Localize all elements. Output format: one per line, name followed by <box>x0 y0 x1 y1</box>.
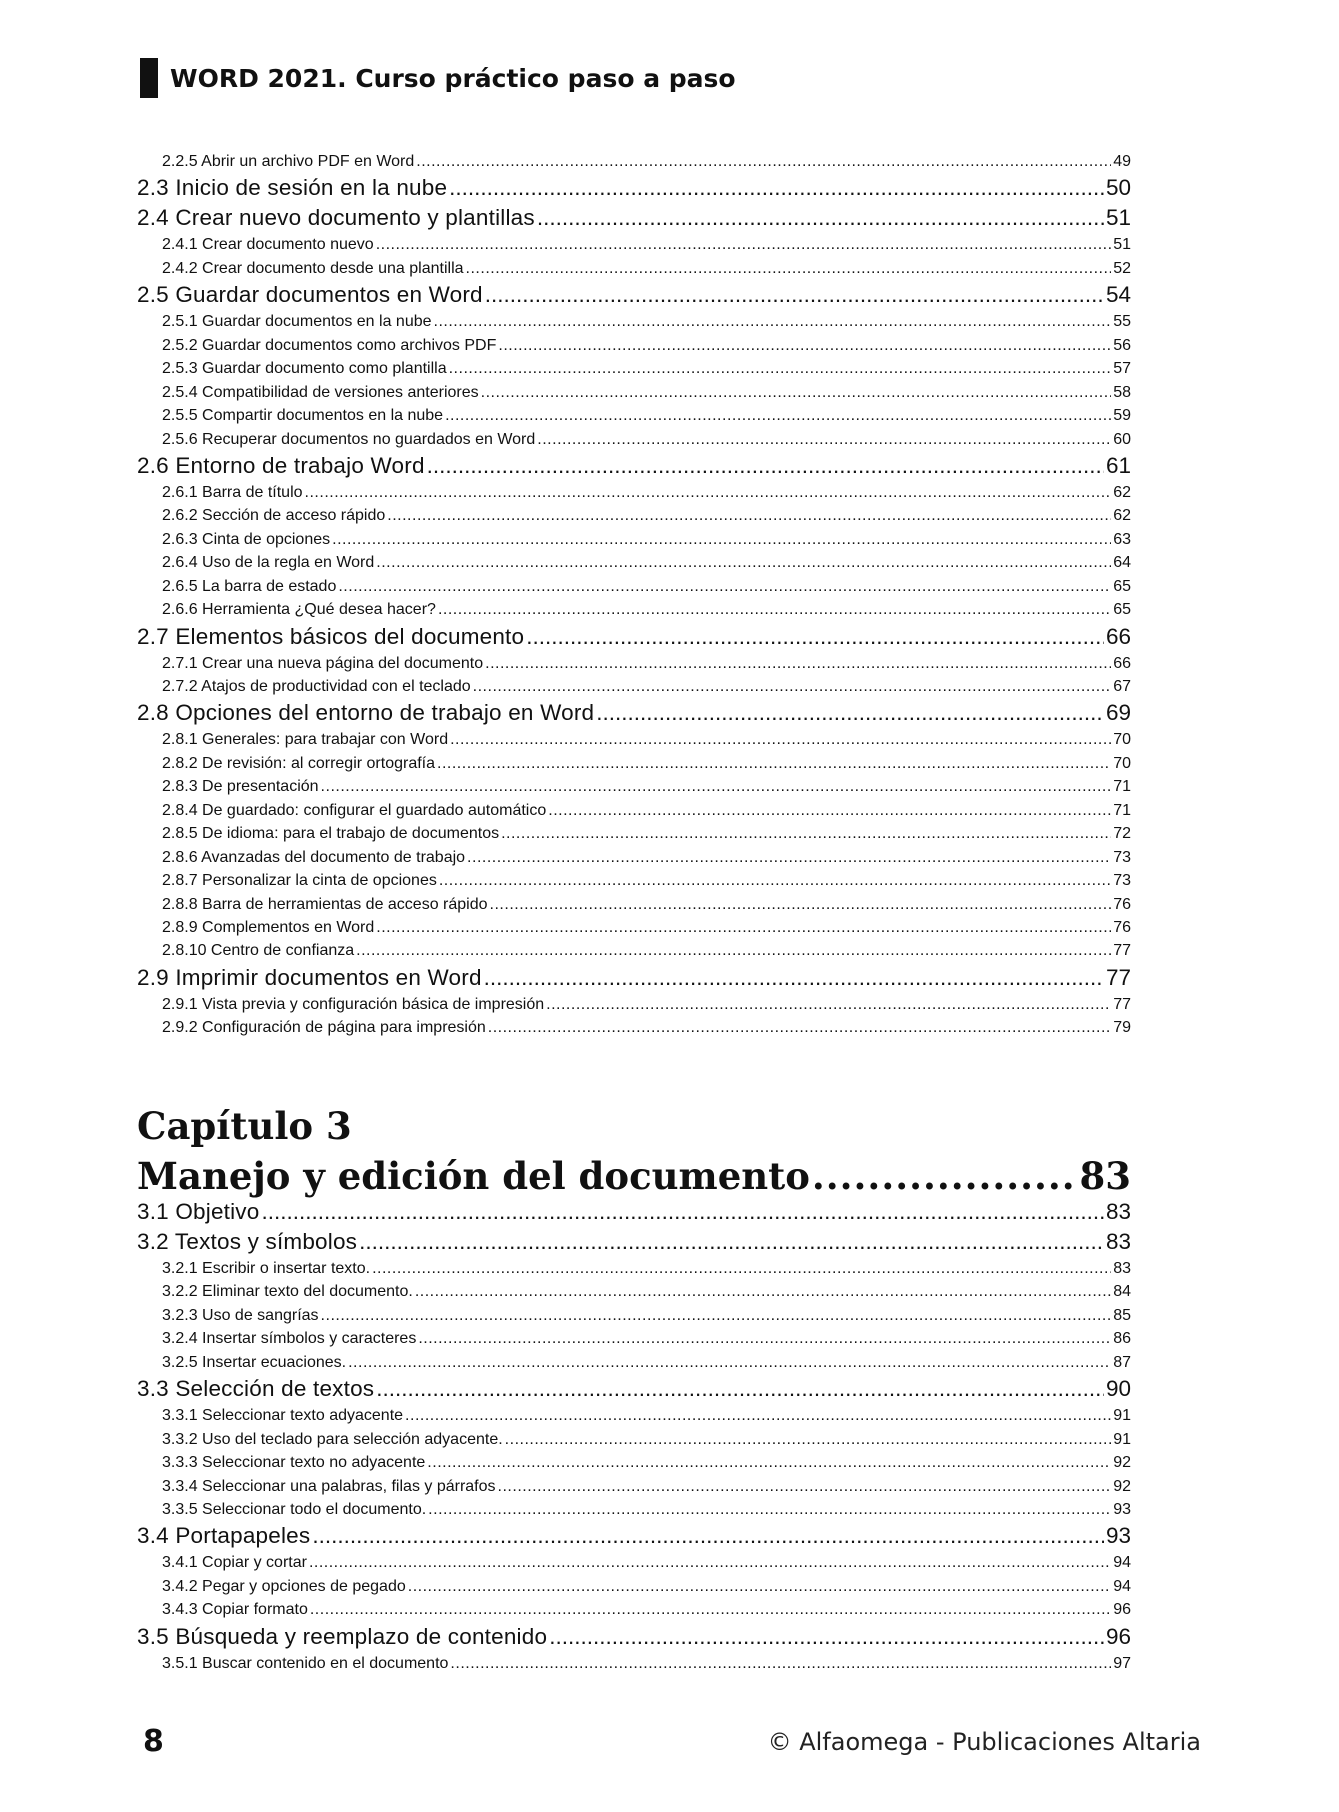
toc-leader-dots <box>332 528 1111 551</box>
toc-leader-dots <box>437 752 1111 775</box>
toc-section-entry[interactable] <box>137 173 1131 203</box>
toc-subsection-entry[interactable] <box>137 939 1131 962</box>
toc-leader-dots <box>427 1451 1111 1474</box>
toc-page-number: 64 <box>1113 554 1131 572</box>
toc-entry-title: 2.6 Entorno de trabajo Word <box>137 452 425 478</box>
toc-page-number: 62 <box>1113 483 1131 501</box>
toc-page-number: 73 <box>1113 848 1131 866</box>
book-title: WORD 2021. Curso práctico paso a paso <box>170 63 736 93</box>
toc-page-number: 76 <box>1113 918 1131 936</box>
toc-subsection-entry[interactable] <box>137 822 1131 845</box>
toc-section-entry[interactable] <box>137 1227 1131 1257</box>
publisher-credit: © Alfaomega - Publicaciones Altaria <box>767 1728 1201 1756</box>
toc-leader-dots <box>356 939 1111 962</box>
toc-entry-title: 3.2 Textos y símbolos <box>137 1229 358 1254</box>
toc-leader-dots <box>321 1304 1112 1327</box>
toc-entry-title: 3.3.2 Uso del teclado para selección adyacente. <box>162 1430 503 1448</box>
toc-entry-title: 2.3 Inicio de sesión en la nube <box>137 175 448 201</box>
toc-leader-dots <box>484 963 1104 993</box>
toc-section-entry[interactable] <box>137 698 1131 728</box>
toc-page-number: 66 <box>1105 623 1131 649</box>
toc-page-number: 92 <box>1113 1477 1131 1495</box>
toc-subsection-entry[interactable] <box>137 504 1131 527</box>
toc-subsection-entry[interactable] <box>137 1016 1131 1039</box>
toc-page-number: 83 <box>1113 1260 1131 1277</box>
toc-page-number: 77 <box>1113 942 1131 960</box>
toc-page-number: 57 <box>1113 360 1131 378</box>
toc-leader-dots <box>467 846 1111 869</box>
toc-page-number: 94 <box>1113 1554 1131 1572</box>
toc-entry-title: 2.6.5 La barra de estado <box>162 577 337 595</box>
toc-section-entry[interactable] <box>137 622 1131 652</box>
toc-page-number: 85 <box>1113 1306 1131 1324</box>
toc-entry-title: 2.5.1 Guardar documentos en la nube <box>162 313 432 331</box>
toc-leader-dots <box>321 775 1112 798</box>
toc-section-entry[interactable] <box>137 1521 1131 1551</box>
toc-subsection-entry[interactable] <box>137 357 1131 380</box>
toc-leader-dots <box>261 1197 1103 1227</box>
toc-page-number: 66 <box>1113 654 1131 672</box>
toc-entry-title: 3.4.3 Copiar formato <box>162 1601 308 1619</box>
toc-page-number: 63 <box>1113 530 1131 548</box>
toc-entry-title: 2.8 Opciones del entorno de trabajo en Word <box>137 700 595 726</box>
toc-page-number: 96 <box>1113 1601 1131 1619</box>
toc-page-number: 65 <box>1113 577 1131 595</box>
toc-page-number: 67 <box>1113 678 1131 695</box>
toc-entry-title: 2.8.6 Avanzadas del documento de trabajo <box>162 848 466 866</box>
toc-page-number: 93 <box>1113 1500 1131 1518</box>
toc-page-number: 70 <box>1113 754 1131 772</box>
toc-subsection-entry[interactable] <box>137 893 1131 916</box>
toc-leader-dots <box>415 1280 1111 1303</box>
toc-page-number: 50 <box>1105 175 1131 201</box>
toc-page-number: 70 <box>1113 731 1131 749</box>
toc-entry-title: 3.3.4 Seleccionar una palabras, filas y párrafos <box>162 1477 496 1495</box>
toc-subsection-entry[interactable] <box>137 1451 1131 1474</box>
toc-leader-dots <box>812 1150 1078 1202</box>
toc-leader-dots <box>376 1374 1104 1404</box>
toc-leader-dots <box>481 381 1112 404</box>
toc-entry-title: 2.7.1 Crear una nueva página del documento <box>162 654 484 672</box>
toc-section-entry[interactable] <box>137 1197 1131 1227</box>
toc-page-number: 87 <box>1113 1353 1131 1371</box>
toc-page-number: 62 <box>1113 507 1131 525</box>
chapter-page-number: 83 <box>1079 1154 1131 1198</box>
toc-entry-title: 2.8.2 De revisión: al corregir ortografía <box>162 754 436 772</box>
toc-entry-title: 3.4.1 Copiar y cortar <box>162 1554 307 1572</box>
toc-page-number: 96 <box>1105 1623 1131 1649</box>
toc-page-number: 59 <box>1113 407 1131 425</box>
toc-subsection-entry[interactable] <box>137 846 1131 869</box>
toc-entry-title: 3.4 Portapapeles <box>137 1523 311 1549</box>
toc-entry-title: 2.5.4 Compatibilidad de versiones anteriores <box>162 383 479 401</box>
toc-page-number: 61 <box>1105 452 1131 478</box>
toc-section-entry[interactable] <box>137 280 1131 310</box>
toc-subsection-entry[interactable] <box>137 233 1131 256</box>
toc-entry-title: 2.9 Imprimir documentos en Word <box>137 964 482 990</box>
toc-subsection-entry[interactable] <box>137 775 1131 798</box>
toc-subsection-entry[interactable] <box>137 728 1131 751</box>
chapter-label: Capítulo 3 <box>137 1104 352 1148</box>
toc-page-number: 58 <box>1113 383 1131 401</box>
toc-subsection-entry[interactable] <box>137 799 1131 822</box>
toc-leader-dots <box>439 869 1111 892</box>
toc-leader-dots <box>427 451 1104 481</box>
toc-page-number: 93 <box>1105 1523 1131 1549</box>
chapter-title: Manejo y edición del documento <box>137 1154 810 1198</box>
toc-entry-title: 3.4.2 Pegar y opciones de pegado <box>162 1577 406 1595</box>
toc-leader-dots <box>338 575 1111 598</box>
toc-page-number: 71 <box>1113 778 1131 796</box>
toc-page-number: 55 <box>1113 313 1131 331</box>
toc-entry-title: 2.5 Guardar documentos en Word <box>137 282 483 308</box>
toc-leader-dots <box>376 551 1111 574</box>
toc-subsection-entry[interactable] <box>137 575 1131 598</box>
toc-subsection-entry[interactable] <box>137 1327 1131 1350</box>
toc-subsection-entry[interactable] <box>137 551 1131 574</box>
toc-subsection-entry[interactable] <box>137 993 1131 1016</box>
toc-subsection-entry[interactable] <box>137 481 1131 504</box>
toc-subsection-entry[interactable] <box>137 428 1131 451</box>
toc-entry-title: 2.4.1 Crear documento nuevo <box>162 236 374 254</box>
toc-subsection-entry[interactable] <box>137 598 1131 621</box>
toc-subsection-entry[interactable] <box>137 257 1131 280</box>
toc-page-number: 51 <box>1105 205 1131 231</box>
toc-section-entry[interactable] <box>137 203 1131 233</box>
toc-leader-dots <box>501 822 1111 845</box>
toc-page-number: 97 <box>1113 1654 1131 1672</box>
toc-page-number: 84 <box>1113 1283 1131 1301</box>
toc-entry-title: 3.3.1 Seleccionar texto adyacente <box>162 1407 404 1425</box>
toc-page-number: 77 <box>1113 995 1131 1013</box>
toc-entry-title: 3.2.4 Insertar símbolos y caracteres <box>162 1330 417 1348</box>
toc-leader-dots <box>309 1551 1111 1574</box>
toc-leader-dots <box>498 334 1111 357</box>
toc-subsection-entry[interactable] <box>137 1404 1131 1427</box>
toc-page-number: 71 <box>1113 801 1131 819</box>
toc-subsection-entry[interactable] <box>137 1257 1131 1280</box>
toc-entry-title: 2.5.6 Recuperar documentos no guardados en Word <box>162 430 536 448</box>
toc-page-number: 65 <box>1113 601 1131 619</box>
toc-subsection-entry[interactable] <box>137 1280 1131 1303</box>
toc-page-number: 83 <box>1105 1199 1131 1224</box>
toc-leader-dots <box>498 1475 1112 1498</box>
toc-entry-title: 2.6.4 Uso de la regla en Word <box>162 554 375 572</box>
toc-entry-title: 2.5.2 Guardar documentos como archivos PDF <box>162 336 497 354</box>
toc-subsection-entry[interactable] <box>137 1351 1131 1374</box>
toc-entry-title: 2.7.2 Atajos de productividad con el teclado <box>162 678 471 695</box>
toc-page-number: 51 <box>1113 236 1131 254</box>
toc-leader-dots <box>418 1327 1111 1350</box>
toc-section-entry[interactable] <box>137 963 1131 993</box>
toc-entry-title: 2.8.3 De presentación <box>162 778 319 796</box>
toc-section-entry[interactable] <box>137 1622 1131 1652</box>
toc-page-number: 69 <box>1105 700 1131 726</box>
toc-page-number: 94 <box>1113 1577 1131 1595</box>
toc-entry-title: 3.3 Selección de textos <box>137 1376 375 1402</box>
toc-leader-dots <box>376 233 1112 256</box>
toc-entry-title: 2.9.2 Configuración de página para impresión <box>162 1019 486 1037</box>
toc-entry-title: 2.5.3 Guardar documento como plantilla <box>162 360 447 378</box>
toc-entry-title: 2.8.4 De guardado: configurar el guardado automático <box>162 801 547 819</box>
toc-page-number: 77 <box>1105 964 1131 990</box>
toc-leader-dots <box>537 428 1111 451</box>
toc-subsection-entry[interactable] <box>137 652 1131 675</box>
toc-page-number: 90 <box>1105 1376 1131 1402</box>
toc-page-number: 54 <box>1105 282 1131 308</box>
toc-entry-title: 3.2.3 Uso de sangrías <box>162 1306 319 1324</box>
toc-leader-dots <box>546 993 1111 1016</box>
toc-subsection-entry[interactable] <box>137 916 1131 939</box>
toc-page-number: 79 <box>1113 1019 1131 1037</box>
toc-subsection-entry[interactable] <box>137 404 1131 427</box>
toc-leader-dots <box>305 481 1112 504</box>
toc-entry-title: 2.8.9 Complementos en Word <box>162 918 375 936</box>
toc-subsection-entry[interactable] <box>137 310 1131 333</box>
toc-leader-dots <box>596 698 1104 728</box>
toc-page-number: 91 <box>1113 1407 1131 1425</box>
toc-subsection-entry[interactable] <box>137 1551 1131 1574</box>
toc-entry-title: 3.2.2 Eliminar texto del documento. <box>162 1283 413 1301</box>
toc-leader-dots <box>376 916 1111 939</box>
toc-entry-title: 2.6.3 Cinta de opciones <box>162 530 331 548</box>
toc-leader-dots <box>526 622 1104 652</box>
toc-page-number: 76 <box>1113 895 1131 913</box>
table-of-contents-chapter-3 <box>137 1197 1131 1675</box>
toc-subsection-entry[interactable] <box>137 150 1131 173</box>
toc-entry-title: 2.4.2 Crear documento desde una plantilla <box>162 259 464 277</box>
toc-entry-title: 3.5.1 Buscar contenido en el documento <box>162 1654 449 1672</box>
toc-page-number: 92 <box>1113 1454 1131 1472</box>
toc-leader-dots <box>359 1227 1104 1257</box>
toc-leader-dots <box>450 1652 1111 1675</box>
toc-leader-dots <box>348 1351 1111 1374</box>
toc-page-number: 86 <box>1113 1330 1131 1348</box>
toc-leader-dots <box>372 1257 1111 1280</box>
toc-subsection-entry[interactable] <box>137 1498 1131 1521</box>
toc-entry-title: 2.2.5 Abrir un archivo PDF en Word <box>162 153 415 170</box>
toc-leader-dots <box>445 404 1111 427</box>
toc-entry-title: 2.4 Crear nuevo documento y plantillas <box>137 205 535 231</box>
toc-leader-dots <box>450 728 1111 751</box>
toc-subsection-entry[interactable] <box>137 528 1131 551</box>
toc-entry-title: 2.9.1 Vista previa y configuración básica de impresión <box>162 995 545 1013</box>
toc-leader-dots <box>416 150 1111 173</box>
toc-subsection-entry[interactable] <box>137 1428 1131 1451</box>
toc-entry-title: 3.2.5 Insertar ecuaciones. <box>162 1353 347 1371</box>
toc-leader-dots <box>473 675 1112 698</box>
toc-subsection-entry[interactable] <box>137 869 1131 892</box>
table-of-contents-chapter-2 <box>137 150 1131 1040</box>
toc-entry-title: 2.8.7 Personalizar la cinta de opciones <box>162 872 437 890</box>
toc-entry-title: 3.1 Objetivo <box>137 1199 260 1224</box>
toc-entry-title: 3.3.5 Seleccionar todo el documento. <box>162 1500 427 1518</box>
toc-entry-title: 2.8.8 Barra de herramientas de acceso rápido <box>162 895 488 913</box>
toc-leader-dots <box>505 1428 1112 1451</box>
toc-leader-dots <box>434 310 1112 333</box>
toc-leader-dots <box>312 1521 1104 1551</box>
toc-leader-dots <box>310 1598 1111 1621</box>
toc-leader-dots <box>405 1404 1111 1427</box>
toc-page-number: 49 <box>1113 153 1131 170</box>
toc-entry-title: 3.3.3 Seleccionar texto no adyacente <box>162 1454 426 1472</box>
toc-entry-title: 2.6.6 Herramienta ¿Qué desea hacer? <box>162 601 436 619</box>
toc-entry-title: 3.5 Búsqueda y reemplazo de contenido <box>137 1623 548 1649</box>
toc-page-number: 91 <box>1113 1430 1131 1448</box>
toc-subsection-entry[interactable] <box>137 381 1131 404</box>
toc-subsection-entry[interactable] <box>137 675 1131 698</box>
toc-leader-dots <box>387 504 1111 527</box>
toc-leader-dots <box>549 1622 1104 1652</box>
toc-leader-dots <box>490 893 1112 916</box>
toc-subsection-entry[interactable] <box>137 1304 1131 1327</box>
toc-subsection-entry[interactable] <box>137 334 1131 357</box>
toc-leader-dots <box>537 203 1104 233</box>
toc-leader-dots <box>428 1498 1111 1521</box>
toc-page-number: 52 <box>1113 259 1131 277</box>
page-number: 8 <box>143 1724 164 1759</box>
toc-leader-dots <box>485 280 1104 310</box>
toc-section-entry[interactable] <box>137 451 1131 481</box>
toc-subsection-entry[interactable] <box>137 1475 1131 1498</box>
toc-entry-title: 2.5.5 Compartir documentos en la nube <box>162 407 444 425</box>
toc-page-number: 73 <box>1113 872 1131 890</box>
toc-entry-title: 2.8.10 Centro de confianza <box>162 942 355 960</box>
toc-leader-dots <box>408 1575 1111 1598</box>
header-bar-mark <box>140 58 158 98</box>
toc-entry-title: 2.8.1 Generales: para trabajar con Word <box>162 731 449 749</box>
toc-page-number: 72 <box>1113 825 1131 843</box>
toc-subsection-entry[interactable] <box>137 752 1131 775</box>
toc-leader-dots <box>449 357 1112 380</box>
toc-entry-title: 2.6.2 Sección de acceso rápido <box>162 507 386 525</box>
toc-leader-dots <box>466 257 1112 280</box>
toc-leader-dots <box>438 598 1111 621</box>
toc-page-number: 83 <box>1105 1229 1131 1254</box>
toc-page-number: 60 <box>1113 430 1131 448</box>
toc-entry-title: 2.6.1 Barra de título <box>162 483 303 501</box>
toc-leader-dots <box>548 799 1111 822</box>
chapter-title-entry[interactable] <box>137 1150 1131 1202</box>
toc-entry-title: 2.8.5 De idioma: para el trabajo de documentos <box>162 825 500 843</box>
toc-section-entry[interactable] <box>137 1374 1131 1404</box>
toc-leader-dots <box>449 173 1104 203</box>
toc-page-number: 56 <box>1113 336 1131 354</box>
toc-subsection-entry[interactable] <box>137 1598 1131 1621</box>
toc-leader-dots <box>485 652 1111 675</box>
toc-entry-title: 2.7 Elementos básicos del documento <box>137 623 525 649</box>
toc-leader-dots <box>488 1016 1111 1039</box>
toc-subsection-entry[interactable] <box>137 1575 1131 1598</box>
toc-entry-title: 3.2.1 Escribir o insertar texto. <box>162 1260 371 1277</box>
toc-subsection-entry[interactable] <box>137 1652 1131 1675</box>
running-header <box>140 58 736 98</box>
